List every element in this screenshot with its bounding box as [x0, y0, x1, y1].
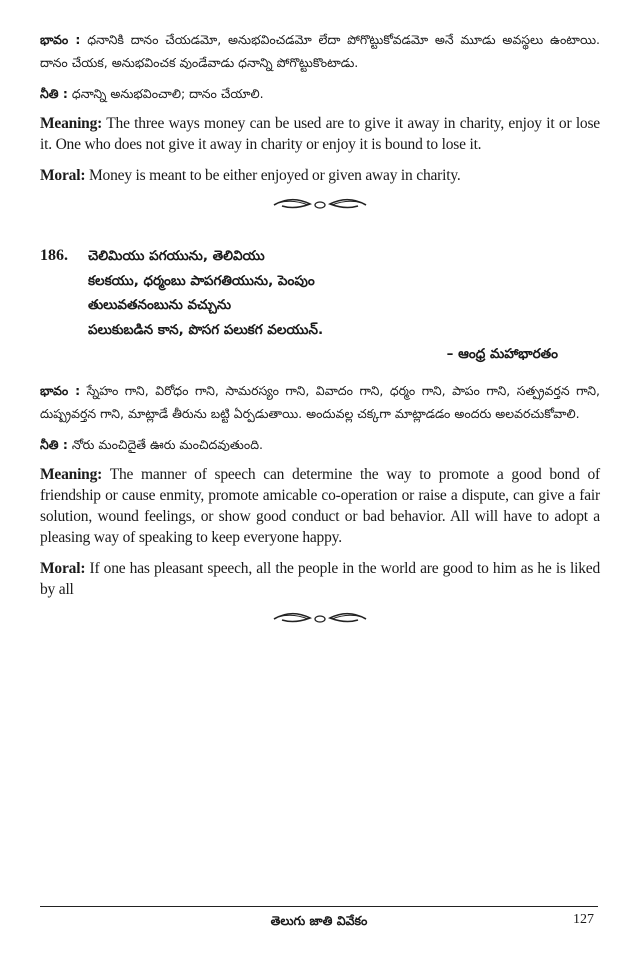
verse-source: – ఆంధ్ర మహాభారతం — [446, 346, 558, 362]
bhavam-paragraph-1 — [40, 28, 600, 74]
bhavam-text: ధనానికి దానం చేయడమో, అనుభవించడమో లేదా పోగొట్టుకోవడమో అనే మూడు అవస్థలు ఉంటాయి. దానం చేయక, అనుభవించక వుండేవాడు ధనాన్ని పోగొట్టుకొంటాడు. — [40, 32, 600, 70]
bhavam-text: స్నేహం గాని, విరోధం గాని, సామరస్యం గాని, వివాదం గాని, ధర్మం గాని, పాపం గాని, సత్ప్రవర్తన గాని, దుష్ప్రవర్తన గాని, మాట్లాడే తీరును బట్టి ఏర్పడుతాయి. అందువల్ల చక్కగా మాట్లాడడం అందరు అలవరచుకోవాలి. — [40, 382, 600, 421]
verse-186 — [40, 244, 600, 367]
meaning-paragraph-1 — [40, 113, 600, 155]
flourish-icon — [272, 196, 368, 212]
neeti-label: నీతి : — [40, 86, 68, 101]
ornament-divider-1 — [40, 196, 600, 214]
bhavam-label: భావం : — [40, 32, 81, 47]
flourish-icon — [272, 610, 368, 626]
book-title: తెలుగు జాతి వివేకం — [270, 913, 368, 928]
moral-text: If one has pleasant speech, all the people in the world are good to him as he is liked by all — [40, 559, 600, 598]
meaning-text: The manner of speech can determine the way to promote a good bond of friendship or cause enmity, promote amicable co-operation or raise a dispute, can give a fair solution, wound feelings, or show good conduct or bad behavior. All will have to adopt a pleasing way of speaking to keep everyone happy. — [40, 465, 600, 546]
moral-paragraph-1 — [40, 165, 600, 186]
bhavam-paragraph-2 — [40, 379, 600, 425]
neeti-text: నోరు మంచిదైతే ఊరు మంచిదవుతుంది. — [71, 436, 264, 452]
page-number: 127 — [573, 912, 594, 927]
neeti-paragraph-2 — [40, 433, 600, 456]
neeti-label: నీతి : — [40, 436, 68, 452]
moral-text: Money is meant to be either enjoyed or given away in charity. — [88, 167, 461, 184]
verse-number: 186. — [40, 247, 68, 264]
verse-line: కలకయు, ధర్మంబు పాపగతియును, పెంపుం — [88, 272, 315, 289]
moral-label: Moral: — [40, 167, 86, 184]
verse-line: పలుకుబడిన కాన, పొసగ పలుకగ వలయున్. — [88, 321, 324, 338]
meaning-label: Meaning: — [40, 115, 103, 132]
ornament-divider-2 — [40, 610, 600, 628]
verse-line: తులువతనంబును వచ్చును — [88, 297, 232, 313]
neeti-text: ధనాన్ని అనుభవించాలి; దానం చేయాలి. — [71, 86, 264, 101]
page-footer — [40, 906, 598, 937]
meaning-text: The three ways money can be used are to give it away in charity, enjoy it or lose it. One who does not give it away in charity or enjoy it is bound to lose it. — [40, 115, 600, 153]
moral-paragraph-2 — [40, 558, 600, 600]
meaning-label: Meaning: — [40, 465, 103, 483]
meaning-paragraph-2 — [40, 464, 600, 548]
neeti-paragraph-1 — [40, 82, 600, 105]
bhavam-label: భావం : — [40, 382, 81, 398]
moral-label: Moral: — [40, 559, 86, 577]
verse-line: చెలిమియు పగయును, తెలివియు — [88, 248, 265, 264]
verse-lines — [88, 244, 600, 367]
page-content — [40, 28, 600, 658]
